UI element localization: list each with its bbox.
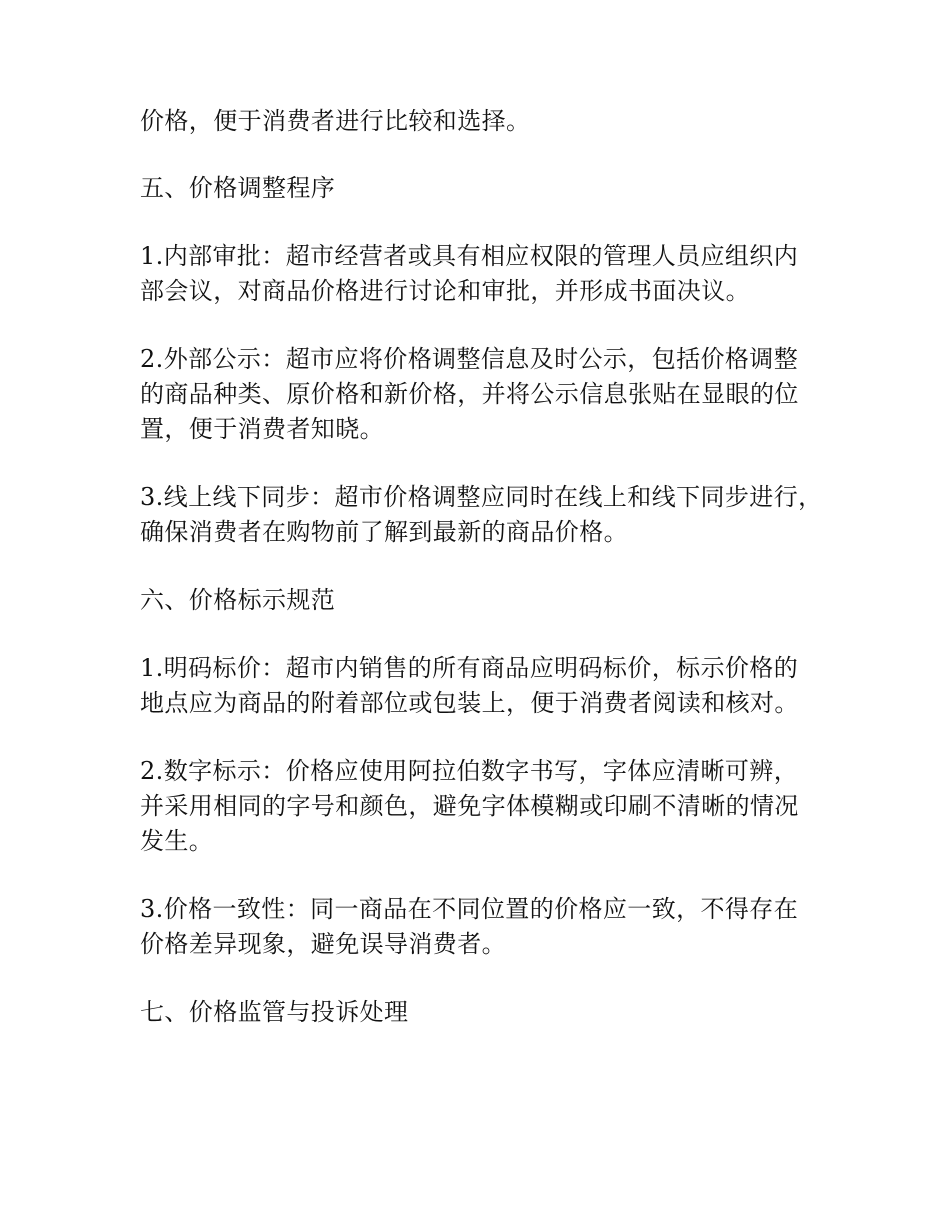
list-item-external-notice bbox=[140, 342, 830, 447]
text-line: 2.数字标示：价格应使用阿拉伯数字书写，字体应清晰可辨， bbox=[140, 757, 799, 785]
text-line: 3.线上线下同步：超市价格调整应同时在线上和线下同步进行， bbox=[140, 483, 823, 511]
section-heading-5 bbox=[140, 171, 830, 206]
text-line: 价格，便于消费者进行比较和选择。 bbox=[140, 107, 531, 135]
list-item-price-consistency bbox=[140, 892, 830, 962]
text-line: 并采用相同的字号和颜色，避免字体模糊或印刷不清晰的情况 bbox=[140, 792, 799, 820]
text-line: 置，便于消费者知晓。 bbox=[140, 415, 384, 443]
text-line: 2.外部公示：超市应将价格调整信息及时公示，包括价格调整 bbox=[140, 345, 799, 373]
heading-text: 六、价格标示规范 bbox=[140, 586, 336, 614]
text-line: 发生。 bbox=[140, 827, 214, 855]
heading-text: 五、价格调整程序 bbox=[140, 174, 336, 202]
list-item-clear-pricing bbox=[140, 651, 830, 721]
text-line: 价格差异现象，避免误导消费者。 bbox=[140, 930, 506, 958]
section-heading-7 bbox=[140, 995, 830, 1030]
paragraph-continuation bbox=[140, 104, 830, 139]
list-item-internal-approval bbox=[140, 239, 830, 309]
section-heading-6 bbox=[140, 583, 830, 618]
text-line: 3.价格一致性：同一商品在不同位置的价格应一致，不得存在 bbox=[140, 895, 799, 923]
text-line: 地点应为商品的附着部位或包装上，便于消费者阅读和核对。 bbox=[140, 689, 799, 717]
document-page bbox=[140, 104, 830, 1030]
text-line: 确保消费者在购物前了解到最新的商品价格。 bbox=[140, 518, 628, 546]
text-line: 1.明码标价：超市内销售的所有商品应明码标价，标示价格的 bbox=[140, 654, 799, 682]
text-line: 部会议，对商品价格进行讨论和审批，并形成书面决议。 bbox=[140, 277, 750, 305]
heading-text: 七、价格监管与投诉处理 bbox=[140, 998, 409, 1026]
text-line: 的商品种类、原价格和新价格，并将公示信息张贴在显眼的位 bbox=[140, 380, 799, 408]
list-item-numeric-display bbox=[140, 754, 830, 859]
list-item-online-offline-sync bbox=[140, 480, 830, 550]
text-line: 1.内部审批：超市经营者或具有相应权限的管理人员应组织内 bbox=[140, 242, 799, 270]
